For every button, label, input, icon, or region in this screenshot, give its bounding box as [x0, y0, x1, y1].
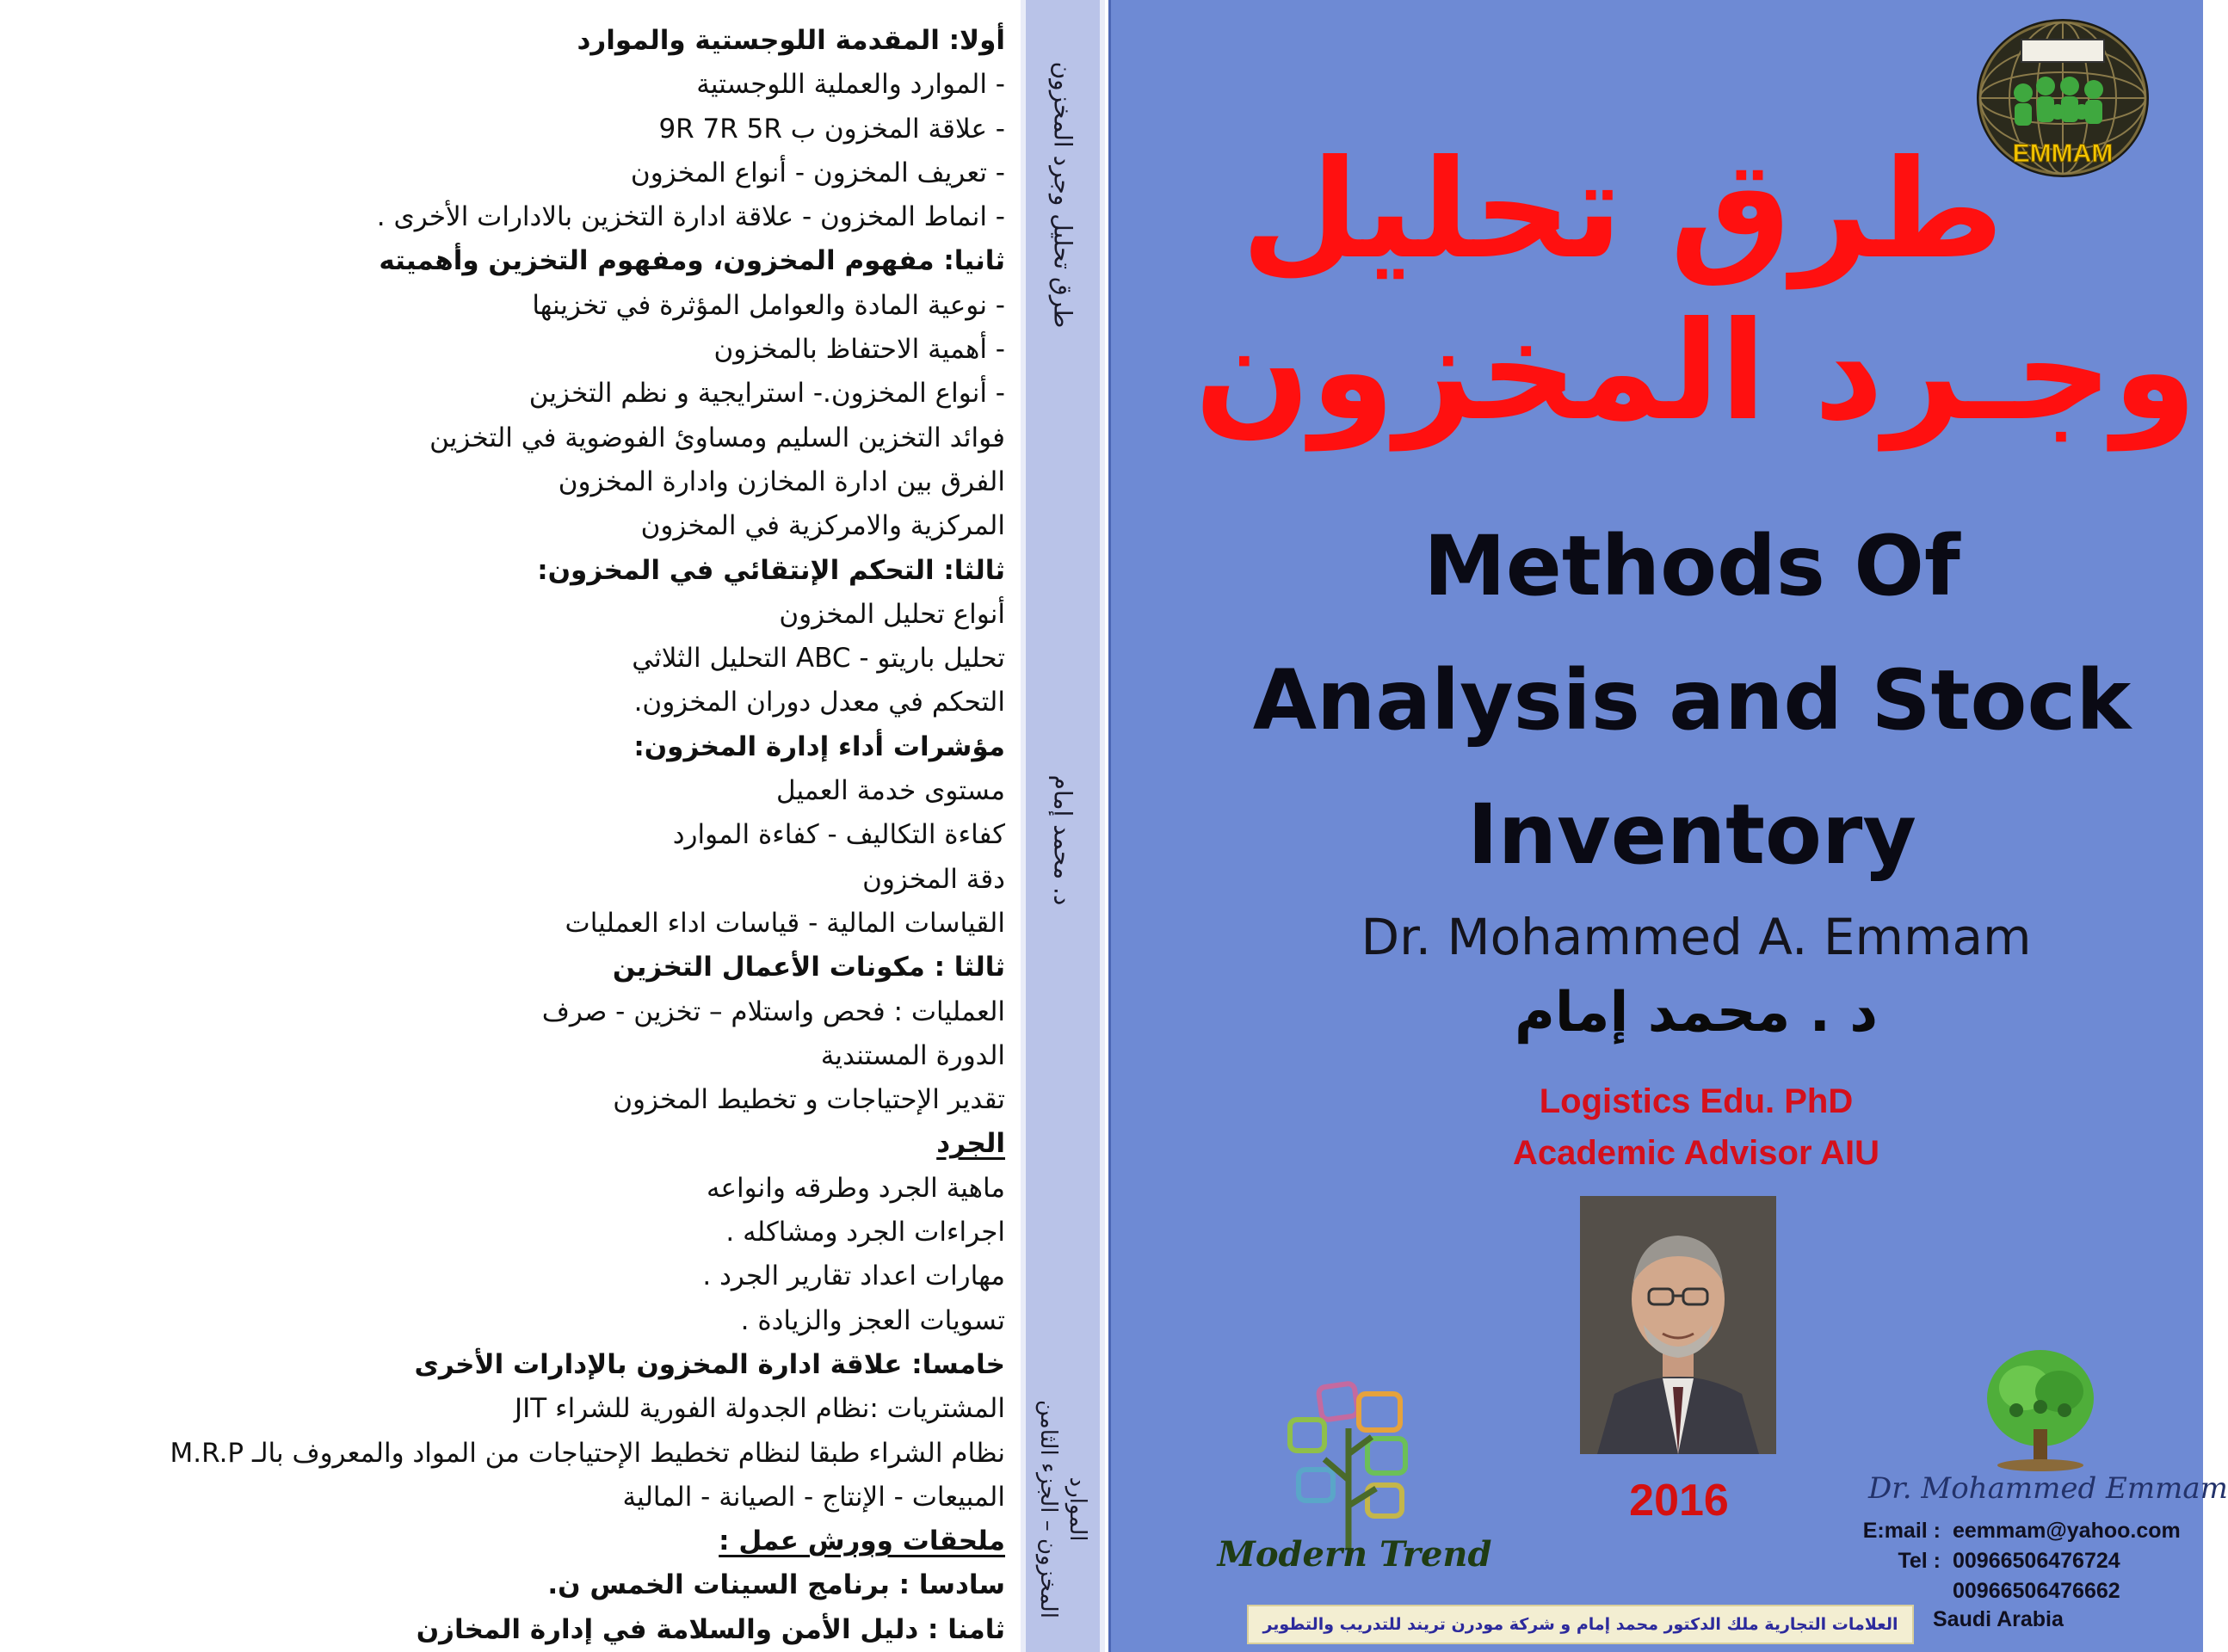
toc-line-text: الفرق بين ادارة المخازن وادارة المخزون	[558, 465, 1005, 497]
toc-line-text: تحليل باريتو - ABC التحليل الثلاثي	[632, 643, 1005, 675]
toc-line	[7, 1343, 1005, 1387]
toc-line-text: أنواع تحليل المخزون	[779, 598, 1005, 630]
toc-line	[7, 593, 1005, 637]
toc-line-text: ثانيا: مفهوم المخزون، ومفهوم التخزين وأهميته	[379, 245, 1005, 277]
toc-line-text: ملحقات وورش عمل :	[719, 1526, 1005, 1557]
toc-line-text: - نوعية المادة والعوامل المؤثرة في تخزينها	[532, 289, 1005, 321]
country: Saudi Arabia	[1933, 1607, 2064, 1631]
toc-line	[7, 1122, 1005, 1166]
toc-line	[7, 813, 1005, 857]
toc-line-text: مستوى خدمة العميل	[775, 775, 1005, 807]
toc-line-text: المركزية والامركزية في المخزون	[640, 510, 1005, 542]
toc-line-text: التحكم في معدل دوران المخزون.	[633, 687, 1005, 718]
toc-line-text: اجراءات الجرد ومشاكله .	[725, 1217, 1005, 1248]
author-name-arabic: د . محمد إمام	[1514, 981, 1879, 1045]
trademark-notice: العلامات التجارية ملك الدكتور محمد إمام و شركة مودرن تريند للتدريب والتطوير	[1247, 1605, 1914, 1644]
tree-people-logo	[1972, 1347, 2109, 1471]
author-name-english: Dr. Mohammed A. Emmam	[1361, 908, 2032, 966]
author-photo	[1580, 1196, 1776, 1454]
spine-volume-line1: الموارد	[1065, 1476, 1090, 1542]
toc-line-text: - أنواع المخزون.- استرايجية و نظم التخزين	[528, 378, 1005, 410]
toc-line-text: ماهية الجرد وطرقه وانواعه	[706, 1172, 1005, 1204]
phone-value-2: 00966506476662	[1953, 1579, 2120, 1603]
spine-volume	[1034, 1400, 1092, 1618]
toc-line-text: تقدير الإحتياجات و تخطيط المخزون	[613, 1084, 1005, 1116]
toc-line-text: - انماط المخزون - علاقة ادارة التخزين بالادارات الأخرى .	[376, 201, 1005, 233]
toc-line	[7, 416, 1005, 460]
toc-line-text: القياسات المالية - قياسات اداء العمليات	[565, 907, 1005, 939]
toc-line-text: - تعريف المخزون - أنواع المخزون	[630, 157, 1005, 188]
toc-line	[7, 1167, 1005, 1211]
toc-line-text: ثالثا: التحكم الإنتقائي في المخزون:	[537, 554, 1005, 586]
emmam-logo-text: EMMAM	[2012, 139, 2114, 168]
toc-line	[7, 1563, 1005, 1607]
author-portrait-image	[1580, 1196, 1776, 1454]
toc-line	[7, 19, 1005, 63]
toc-line	[7, 1299, 1005, 1343]
author-credentials	[1223, 1076, 2169, 1179]
credential-phd: Logistics Edu. PhD	[1539, 1082, 1854, 1120]
modern-trend-text: Modern Trend	[1217, 1534, 1492, 1575]
toc-line-text: ثالثا : مكونات الأعمال التخزين	[612, 952, 1005, 983]
toc-line	[7, 1034, 1005, 1078]
toc-line-text: ثامنا : دليل الأمن والسلامة في إدارة المخازن	[416, 1613, 1005, 1645]
spine-author: د. محمد إمام	[1048, 774, 1077, 906]
toc-line-text: - أهمية الاحتفاظ بالمخزون	[713, 334, 1005, 366]
phone-value-1: 00966506476724	[1953, 1549, 2120, 1573]
toc-line	[7, 1078, 1005, 1122]
toc-line	[7, 108, 1005, 151]
toc-line	[7, 63, 1005, 107]
toc-line	[7, 151, 1005, 195]
email-value: eemmam@yahoo.com	[1953, 1519, 2181, 1543]
toc-line-text: الجرد	[936, 1128, 1005, 1160]
english-title-line1: Methods Of	[1423, 518, 1960, 614]
toc-line	[7, 1608, 1005, 1652]
table-of-contents	[7, 19, 1005, 1652]
toc-line	[7, 195, 1005, 239]
email-row	[1824, 1516, 2202, 1546]
toc-line	[7, 946, 1005, 989]
toc-line	[7, 769, 1005, 813]
spine-title: طرق تحليل وجرد المخزون	[1048, 61, 1077, 329]
arabic-title-line2: وجـرد المخزون	[1194, 293, 2198, 451]
arabic-title-line1: طرق تحليل	[1241, 131, 2004, 289]
tel-label-empty	[1824, 1576, 1953, 1606]
credential-advisor: Academic Advisor AIU	[1512, 1134, 1880, 1172]
toc-line	[7, 858, 1005, 902]
toc-line	[7, 504, 1005, 548]
back-cover	[0, 0, 1014, 1652]
toc-line-text: دقة المخزون	[862, 863, 1005, 895]
toc-line-text: - الموارد والعملية اللوجستية	[696, 69, 1005, 101]
toc-line-text: سادسا : برنامج السينات الخمس ن.	[547, 1569, 1005, 1601]
publication-year: 2016	[1629, 1476, 1729, 1526]
email-label: E:mail :	[1862, 1519, 1941, 1543]
contact-info	[1824, 1516, 2202, 1606]
spine-volume-line2: المخزون – الجزء الثامن	[1035, 1400, 1061, 1618]
toc-line-text: العمليات : فحص واستلام – تخزين - صرف	[541, 996, 1005, 1027]
phone-row-1	[1824, 1546, 2202, 1576]
toc-line-text: مؤشرات أداء إدارة المخزون:	[633, 730, 1005, 762]
toc-line	[7, 460, 1005, 504]
book-spine	[1021, 0, 1105, 1652]
toc-line	[7, 1519, 1005, 1563]
tel-label: Tel :	[1898, 1549, 1941, 1573]
toc-line-text: نظام الشراء طبقا لنظام تخطيط الإحتياجات من المواد والمعروف بالـ M.R.P	[170, 1437, 1005, 1469]
toc-line	[7, 1476, 1005, 1519]
toc-line-text: المشتريات :نظام الجدولة الفورية للشراء JIT	[514, 1393, 1005, 1425]
front-cover	[1108, 0, 2228, 1652]
toc-line-text: خامسا: علاقة ادارة المخزون بالإدارات الأخرى	[414, 1348, 1005, 1380]
toc-line	[7, 990, 1005, 1034]
toc-line	[7, 1211, 1005, 1254]
toc-line	[7, 549, 1005, 593]
toc-line-text: الدورة المستندية	[820, 1039, 1005, 1071]
toc-line	[7, 637, 1005, 681]
toc-line-text: مهارات اعداد تقارير الجرد .	[702, 1261, 1005, 1292]
toc-line	[7, 1387, 1005, 1431]
toc-line-text: - علاقة المخزون ب 9R 7R 5R	[658, 113, 1005, 145]
phone-row-2	[1824, 1576, 2202, 1606]
english-title-line3: Inventory	[1467, 786, 1916, 883]
toc-line	[7, 681, 1005, 724]
toc-line	[7, 902, 1005, 946]
toc-line-text: تسويات العجز والزيادة .	[740, 1304, 1005, 1336]
english-title-line2: Analysis and Stock	[1252, 652, 2132, 749]
toc-line-text: كفاءة التكاليف - كفاءة الموارد	[672, 819, 1005, 851]
toc-line	[7, 284, 1005, 328]
toc-line-text: المبيعات - الإنتاج - الصيانة - المالية	[622, 1481, 1005, 1513]
toc-line	[7, 239, 1005, 283]
toc-line	[7, 328, 1005, 372]
author-signature: Dr. Mohammed Emmam	[1868, 1471, 2228, 1506]
toc-line-text: أولا: المقدمة اللوجستية والموارد	[577, 25, 1005, 56]
modern-trend-logo	[1217, 1377, 1492, 1583]
toc-line	[7, 725, 1005, 769]
english-title	[1197, 499, 2187, 902]
arabic-title	[1111, 129, 2203, 453]
toc-line	[7, 372, 1005, 416]
toc-line-text: فوائد التخزين السليم ومساوئ الفوضوية في التخزين	[429, 422, 1005, 453]
toc-line	[7, 1432, 1005, 1476]
toc-line	[7, 1254, 1005, 1298]
